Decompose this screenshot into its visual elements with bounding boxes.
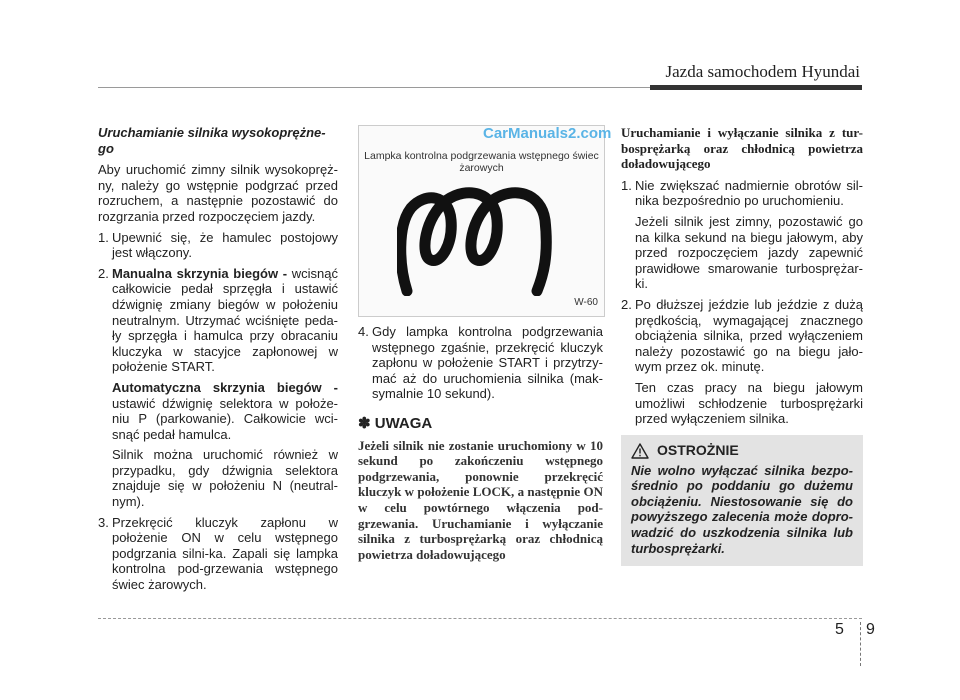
- step-lead: Manualna skrzynia biegów -: [112, 265, 288, 281]
- auto-body: ustawić dźwignię selektora w położe-niu P (parkowanie). Całkowicie wci-snąć pedał hamulca.: [112, 395, 338, 442]
- step-3: [98, 515, 338, 593]
- turbo-step-2-note: Ten czas pracy na biegu jałowym umożliwi schłodzenie turbosprężarki przed wyłączeniem silnika.: [635, 379, 863, 427]
- caution-header: [631, 443, 853, 459]
- caution-text: Nie wolno wyłączać silnika bezpo-średnio po poddaniu go dużemu obciążeniu. Niestosowanie się do powyższego zalecenia może dopro-wadzić do uszkodzenia silnika lub turbosprężarki.: [631, 462, 853, 556]
- step-body: wcisnąć całkowicie pedał sprzęgła i ustawić dźwignię zmiany biegów w położeniu neutralnym. Utrzymać wciśnięte peda-ły sprzęgła i hamulca przy obracaniu kluczyka w stacyjce zapłonowej w położenie START.: [112, 265, 338, 375]
- neutral-note: Silnik można uruchomić również w przypadku, gdy dźwignia selektora znajduje się w położeniu N (neutral-nym).: [112, 447, 338, 510]
- step-4: [358, 324, 603, 402]
- step-text: Upewnić się, że hamulec postojowy jest włączony.: [112, 229, 338, 261]
- step-text: Nie zwiększać nadmiernie obrotów sil-nika bezpośrednio po uruchomieniu.: [635, 177, 863, 209]
- glow-plug-indicator-icon: [397, 186, 567, 296]
- step-1: [98, 230, 338, 261]
- step-text: Po dłuższej jeździe lub jeździe z dużą prędkością, wymagającej znacznego obciążenia silnika, przed wyłączeniem należy pozostawić go na biegu jało-wym przez ok. minutę.: [635, 296, 863, 375]
- page-number-divider: [860, 622, 861, 666]
- step-number: 2.: [621, 296, 632, 312]
- header-bar: [650, 85, 862, 90]
- turbo-heading: Uruchamianie i wyłączanie silnika z tur-bosprężarką oraz chłodnicą powietrza doładowującego: [621, 125, 863, 172]
- column-right: [621, 125, 863, 566]
- footer-rule: [98, 618, 862, 619]
- intro-paragraph: Aby uruchomić zimny silnik wysokopręż-ny, należy go wstępnie podgrzać przed rozruchem, a następnie pozostawić do rozgrzania przed rozpoczęciem jazdy.: [98, 162, 338, 224]
- column-middle: [358, 125, 612, 562]
- note-title: ✽ UWAGA: [358, 414, 433, 432]
- step-number: 1.: [98, 229, 109, 245]
- step-text: Gdy lampka kontrolna podgrzewania wstępnego zgaśnie, przekręcić kluczyk zapłonu w położenie START i przytrzy-mać aż do uruchomienia silnika (mak-symalnie 10 sekund).: [372, 324, 603, 402]
- figure-id: W-60: [574, 297, 598, 309]
- page-number: 9: [866, 621, 875, 638]
- section-number: 5: [835, 621, 844, 638]
- step-number: 3.: [98, 514, 109, 530]
- header-rule: [98, 87, 650, 88]
- auto-lead: Automatyczna skrzynia biegów -: [112, 379, 338, 395]
- turbo-step-1: [621, 178, 863, 209]
- running-header: Jazda samochodem Hyundai: [665, 62, 860, 81]
- figure-caption: Lampka kontrolna podgrzewania wstępnego świec żarowych: [364, 150, 599, 174]
- step-number: 1.: [621, 177, 632, 193]
- step-2: [98, 266, 338, 375]
- glow-plug-figure: [358, 125, 612, 317]
- caution-box: [621, 435, 863, 567]
- step-number: 2.: [98, 265, 109, 281]
- step-text: Przekręcić kluczyk zapłonu w położenie ON w celu wstępnego podgrzania silni-ka. Zapali się lampka kontrolna pod-grzewania wstępnego świec żarowych.: [112, 514, 338, 593]
- warning-triangle-icon: [631, 443, 649, 459]
- watermark: CarManuals2.com: [483, 125, 612, 142]
- turbo-step-2: [621, 297, 863, 375]
- note-text: Jeżeli silnik nie zostanie uruchomiony w 10 sekund po zakończeniu wstępnego podgrzewania, ponownie przekręcić kluczyk w położenie LOCK, a następnie ON w celu powtórnego włączenia pod-grzewania. Uruchamianie i wyłączanie silnika z turbosprężarką oraz chłodnicą powietrza doładowującego: [358, 437, 603, 562]
- caution-title: OSTROŻNIE: [657, 441, 739, 458]
- column-left: [98, 125, 338, 598]
- step-text: [112, 266, 338, 375]
- turbo-step-1-note: Jeżeli silnik jest zimny, pozostawić go na kilka sekund na biegu jałowym, aby przed rozpoczęciem jazdy zapewnić prawidłowe smarowanie turbosprężar-ki.: [635, 213, 863, 292]
- section-subheading: Uruchamianie silnika wysokoprężne-go: [98, 125, 326, 156]
- step-number: 4.: [358, 324, 369, 339]
- automatic-gearbox-note: [98, 380, 338, 442]
